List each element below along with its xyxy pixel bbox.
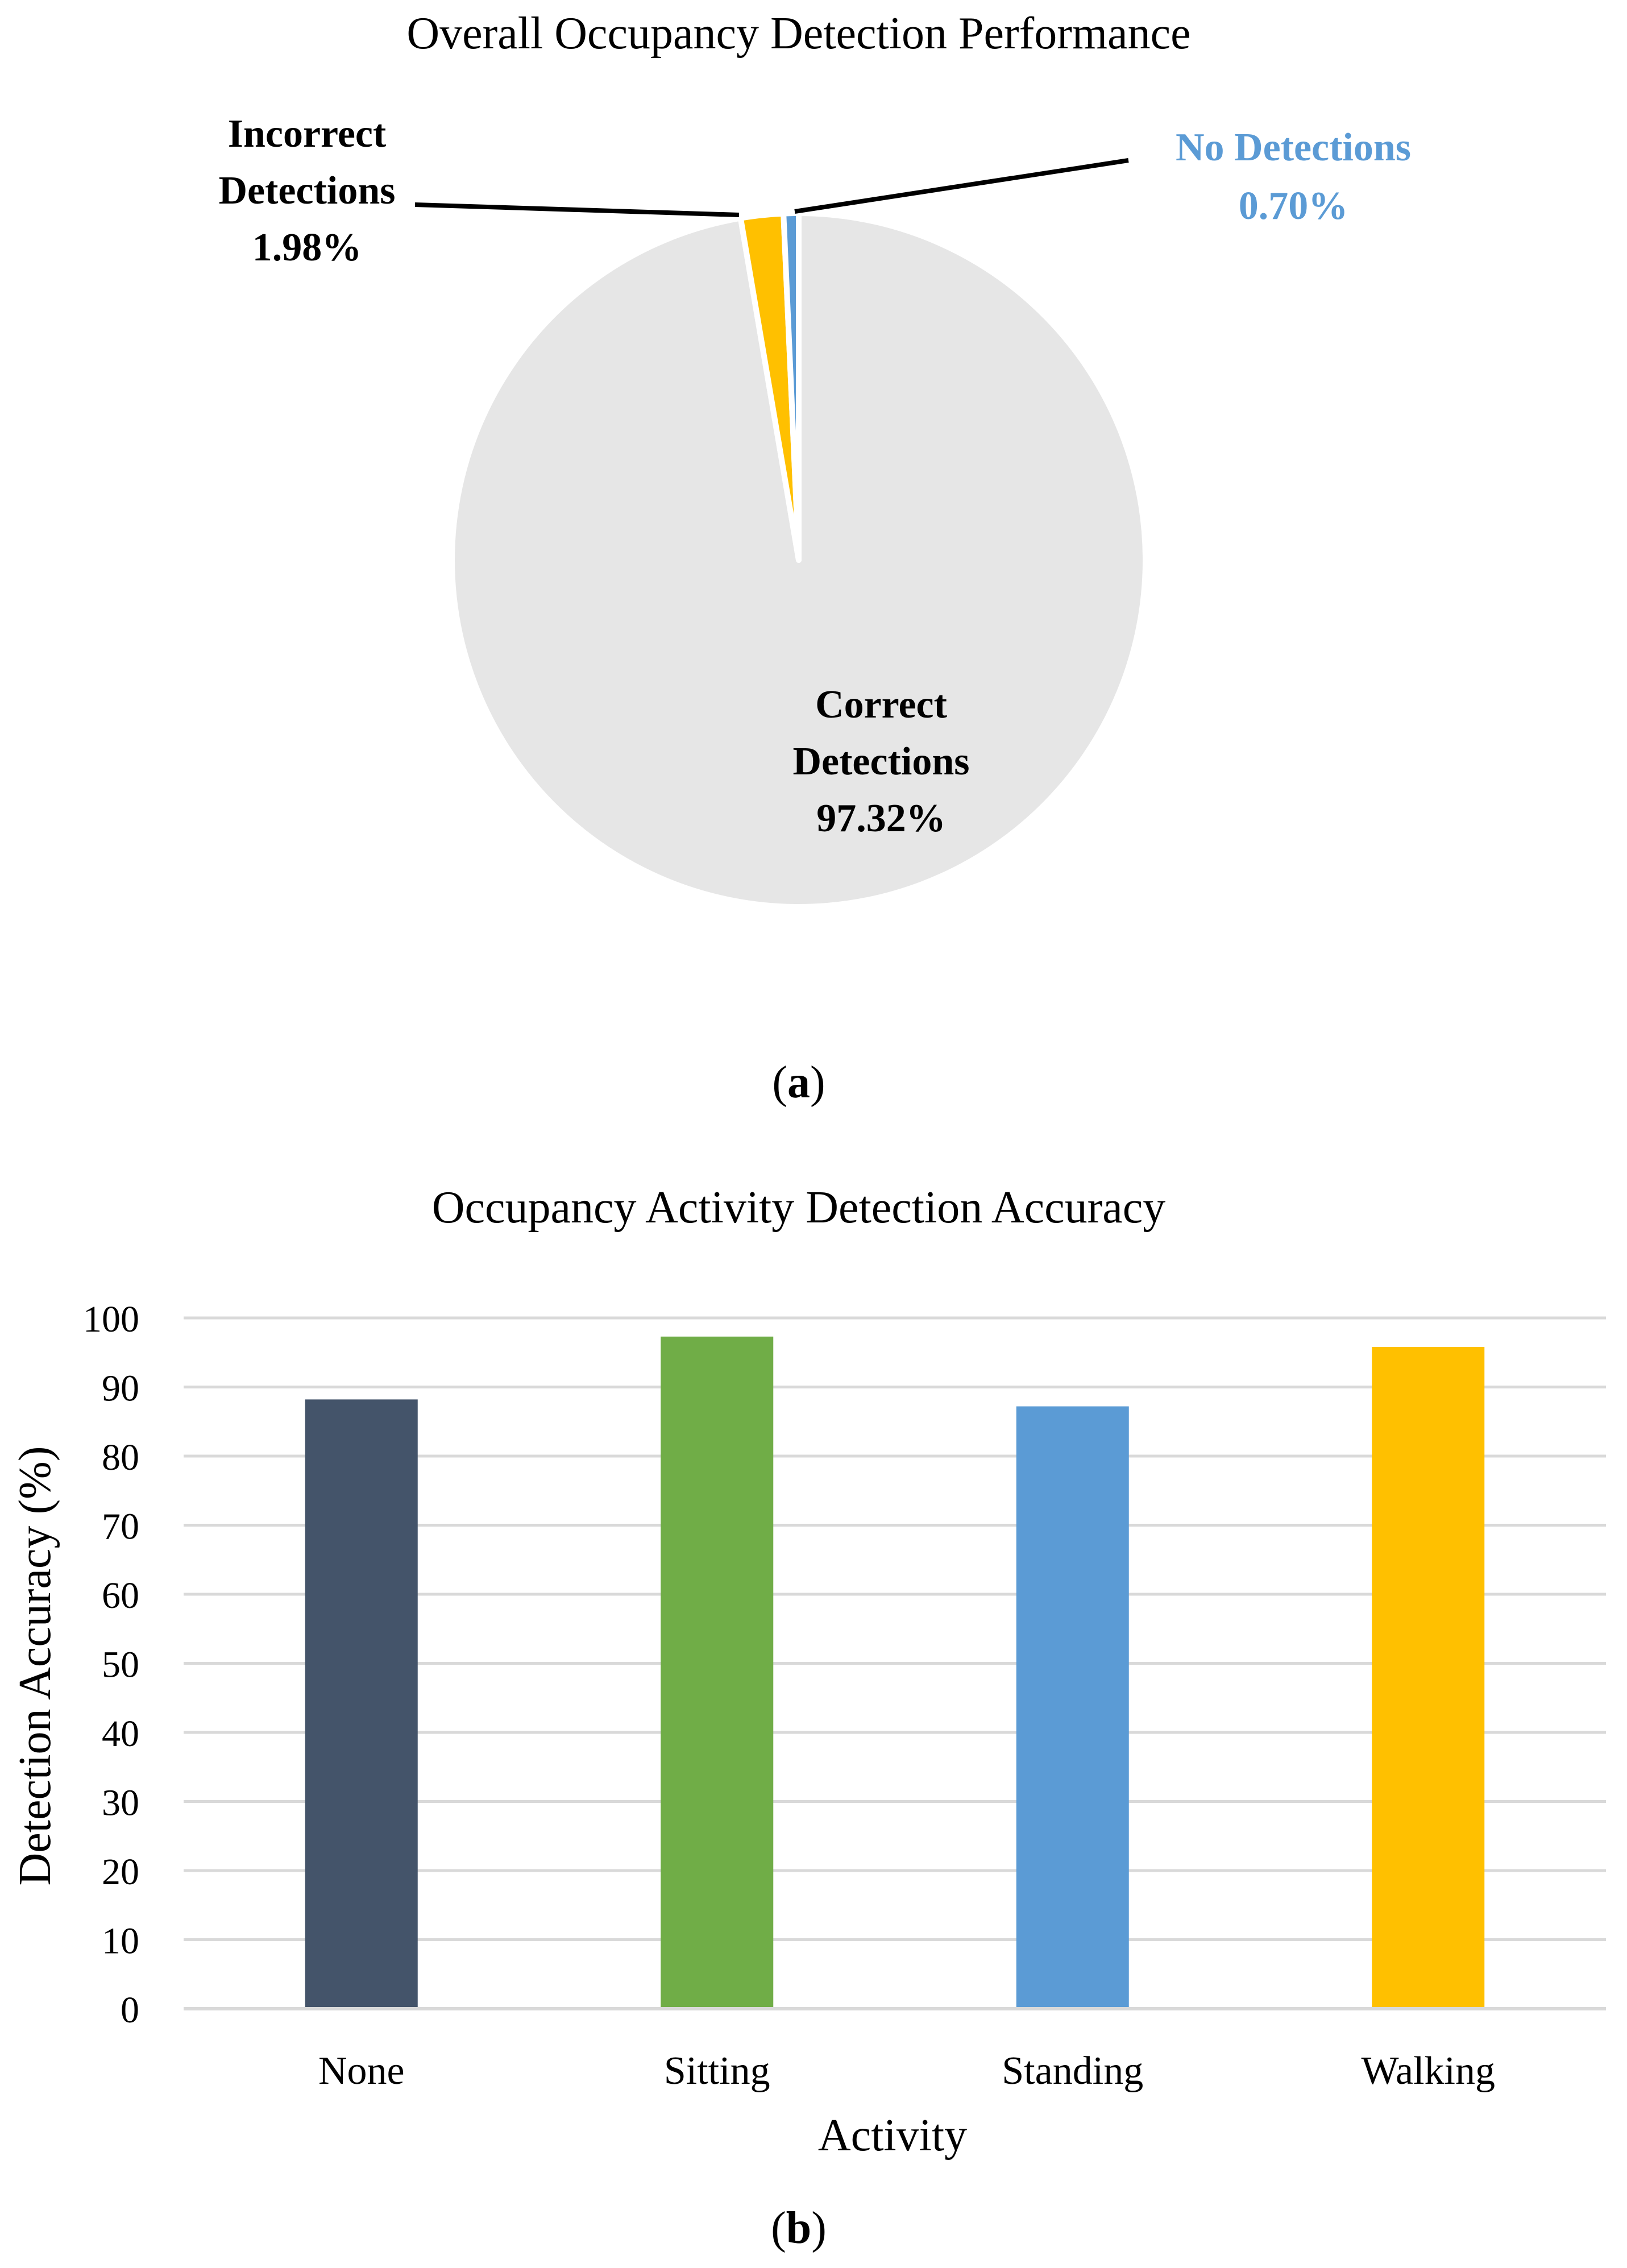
bar-y-tick-labels [83,1299,139,2031]
y-tick-label: 90 [102,1367,139,1409]
bar-x-axis-label: Activity [817,2111,968,2161]
x-tick-label: Sitting [663,2049,770,2093]
pie-chart-panel [218,9,1411,1108]
pie-slices [452,213,1145,907]
slice-label-incorrect [218,112,395,269]
leader-line-no-detections [795,160,1128,212]
y-tick-label: 0 [121,1989,139,2031]
y-tick-label: 80 [102,1437,139,1478]
bar-standing [1016,1407,1129,2009]
y-tick-label: 40 [102,1713,139,1755]
slice-label-no-detections-line1: No Detections [1175,126,1412,169]
y-tick-label: 20 [102,1851,139,1893]
slice-label-incorrect-line2: Detections [218,169,396,213]
y-tick-label: 50 [102,1644,139,1686]
y-tick-label: 100 [83,1299,139,1340]
bar-y-axis-label: Detection Accuracy (%) [10,1446,60,1886]
bar-walking [1372,1347,1484,2009]
y-tick-label: 70 [102,1506,139,1548]
bar-chart-title: Occupancy Activity Detection Accuracy [431,1183,1166,1233]
slice-label-correct [792,683,969,840]
bar-none [305,1399,418,2009]
bar-sitting [661,1337,773,2009]
x-tick-label: Standing [1002,2049,1144,2093]
panel-label-b: (b) [771,2203,827,2253]
bar-x-tick-labels [318,2049,1495,2093]
bar-chart-panel [10,1183,1606,2253]
pie-leader-lines [415,160,1128,215]
slice-value-correct: 97.32% [816,797,946,840]
leader-line-incorrect [415,205,739,215]
x-tick-label: Walking [1361,2049,1495,2093]
panel-label-a-letter: a [787,1058,810,1108]
x-tick-label: None [318,2049,405,2093]
slice-label-incorrect-line1: Incorrect [227,112,387,156]
panel-label-b-letter: b [786,2203,812,2253]
bar-bars [305,1337,1485,2009]
slice-value-no-detections: 0.70% [1238,184,1348,228]
y-tick-label: 30 [102,1782,139,1824]
slice-value-incorrect: 1.98% [252,226,362,269]
panel-label-a: (a) [772,1058,825,1108]
slice-label-no-detections [1176,126,1411,228]
y-tick-label: 60 [102,1575,139,1616]
slice-label-correct-line2: Detections [792,740,970,783]
slice-label-correct-line1: Correct [815,683,947,727]
y-tick-label: 10 [102,1920,139,1962]
pie-chart-title: Overall Occupancy Detection Performance [406,9,1191,59]
